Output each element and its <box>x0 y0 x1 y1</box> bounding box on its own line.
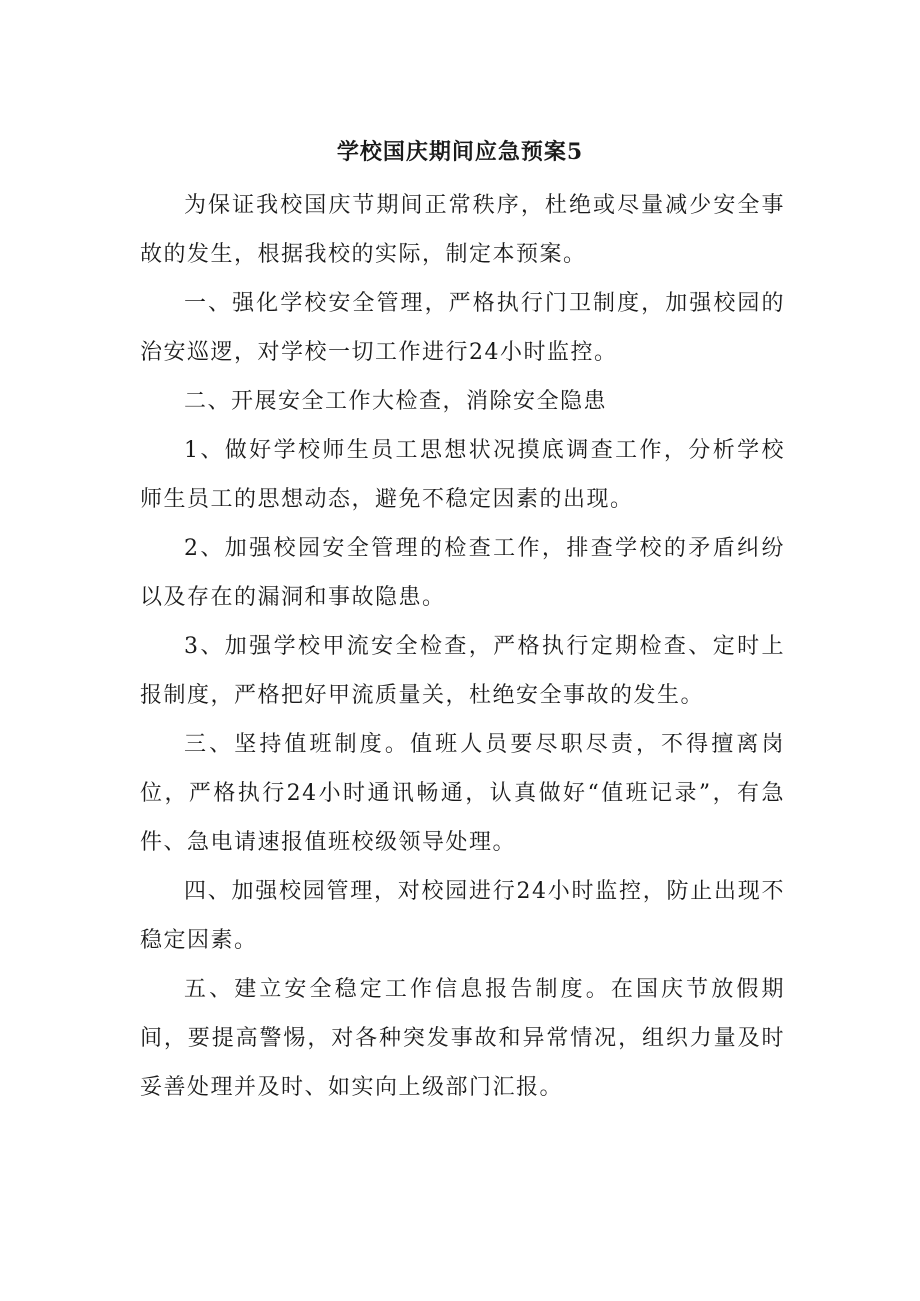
document-title: 学校国庆期间应急预案5 <box>336 139 584 165</box>
paragraph-section-1: 一、强化学校安全管理，严格执行门卫制度，加强校园的治安巡逻，对学校一切工作进行24小时监控。 <box>140 291 785 365</box>
paragraph-item-1: 1、做好学校师生员工思想状况摸底调查工作，分析学校师生员工的思想动态，避免不稳定因素的出现。 <box>140 438 785 512</box>
paragraph-intro: 为保证我校国庆节期间正常秩序，杜绝或尽量减少安全事故的发生，根据我校的实际，制定本预案。 <box>140 193 785 267</box>
paragraph-section-5: 五、建立安全稳定工作信息报告制度。在国庆节放假期间，要提高警惕，对各种突发事故和异常情况，组织力量及时妥善处理并及时、如实向上级部门汇报。 <box>140 977 785 1100</box>
paragraph-item-2: 2、加强校园安全管理的检查工作，排查学校的矛盾纠纷以及存在的漏洞和事故隐患。 <box>140 536 785 610</box>
document-body <box>140 181 785 1112</box>
paragraph-item-3: 3、加强学校甲流安全检查，严格执行定期检查、定时上报制度，严格把好甲流质量关，杜绝安全事故的发生。 <box>140 634 785 708</box>
paragraph-section-2: 二、开展安全工作大检查，消除安全隐患 <box>184 389 608 414</box>
paragraph-section-4: 四、加强校园管理，对校园进行24小时监控，防止出现不稳定因素。 <box>140 879 785 953</box>
paragraph-section-3: 三、坚持值班制度。值班人员要尽职尽责，不得擅离岗位，严格执行24小时通讯畅通，认真做好“值班记录”，有急件、急电请速报值班校级领导处理。 <box>140 732 785 855</box>
